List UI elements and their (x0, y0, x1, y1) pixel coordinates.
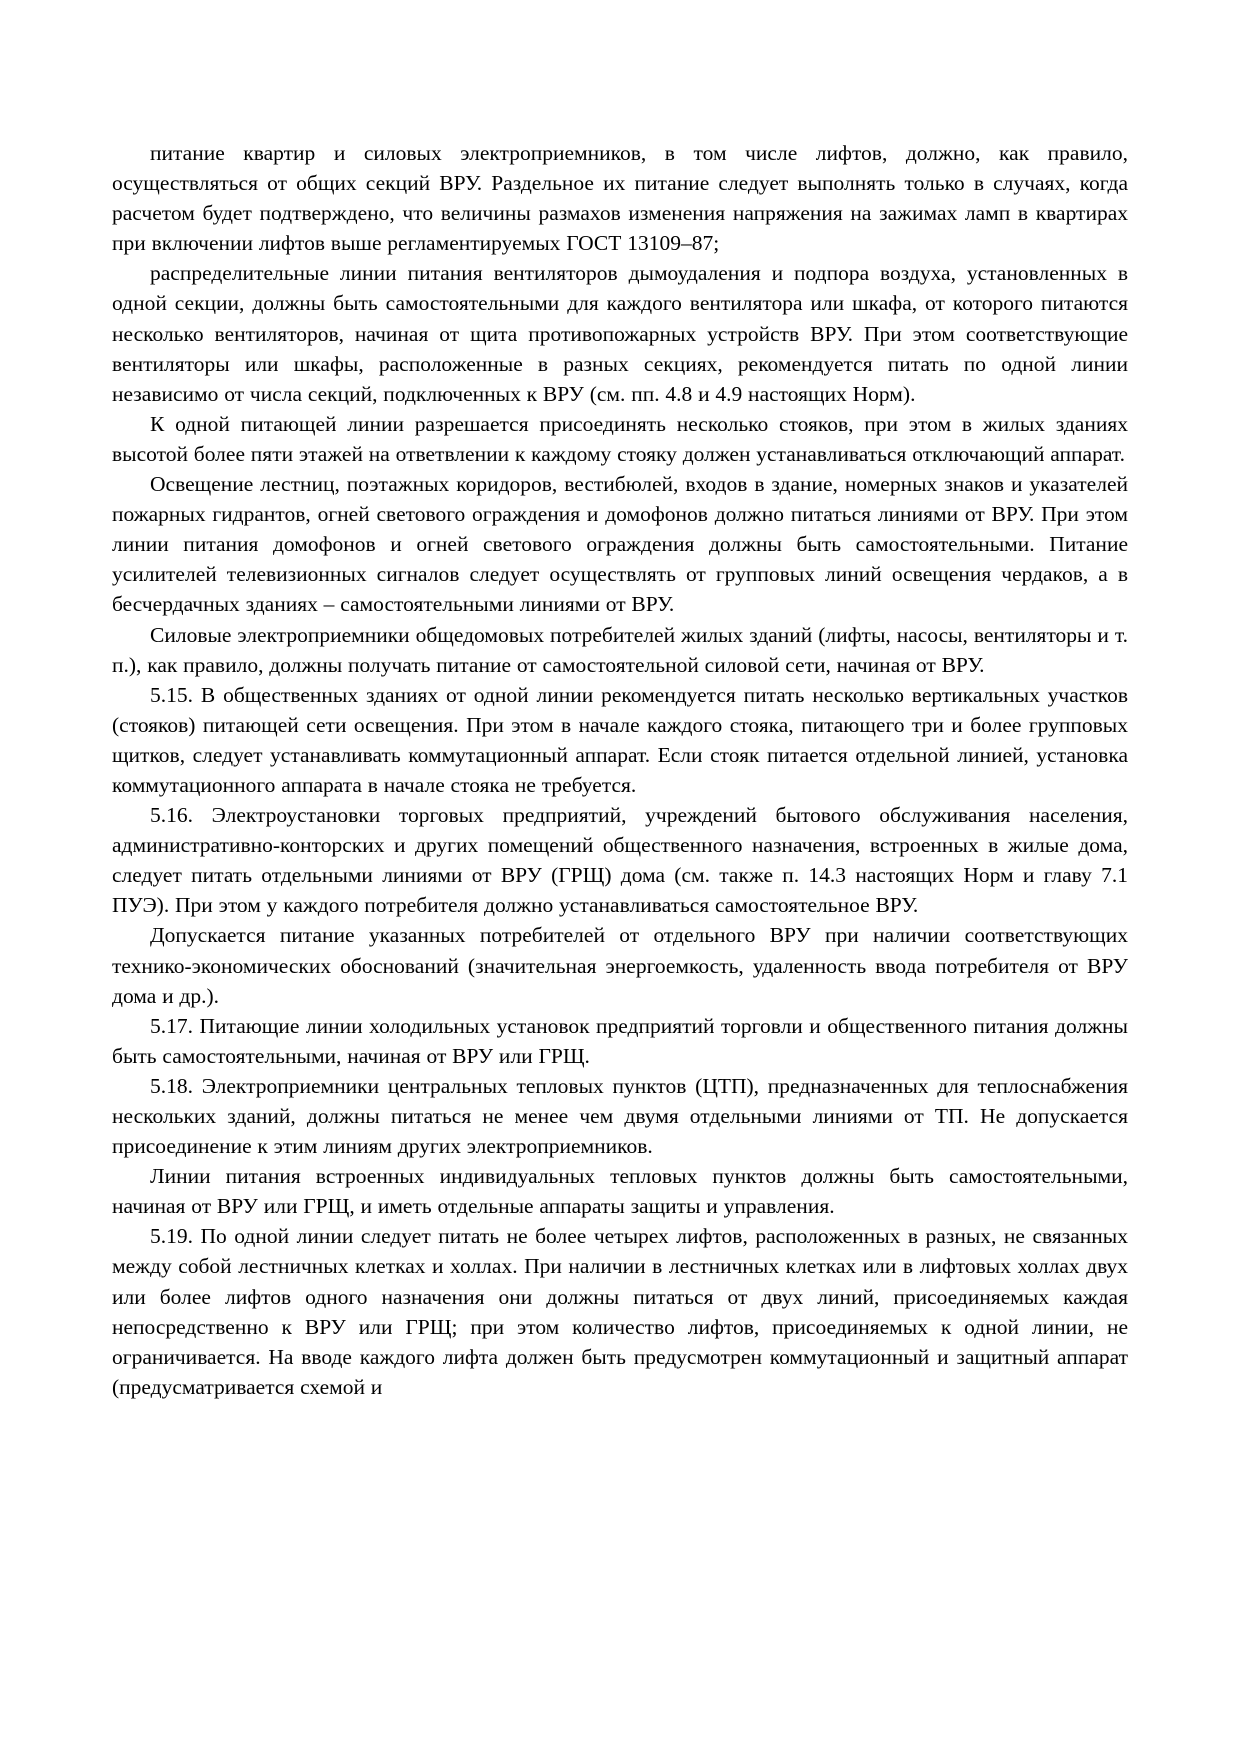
paragraph: Допускается питание указанных потребителей от отдельного ВРУ при наличии соответствующих технико-экономических обоснований (значительная энергоемкость, удаленность ввода потребителя от ВРУ дома и др.). (112, 923, 1128, 1008)
paragraph: 5.19. По одной линии следует питать не более четырех лифтов, расположенных в разных, не связанных между собой лестничных клетках и холлах. При наличии в лестничных клетках или в лифтовых холлах двух или более лифтов одного назначения они должны питаться от двух линий, присоединяемых каждая непосредственно к ВРУ или ГРЩ; при этом количество лифтов, присоединяемых к одной линии, не ограничивается. На вводе каждого лифта должен быть предусмотрен коммутационный и защитный аппарат (предусматривается схемой и (112, 1224, 1128, 1399)
paragraph: Силовые электроприемники общедомовых потребителей жилых зданий (лифты, насосы, вентиляторы и т. п.), как правило, должны получать питание от самостоятельной силовой сети, начиная от ВРУ. (112, 622, 1128, 677)
paragraph: распределительные линии питания вентиляторов дымоудаления и подпора воздуха, установленных в одной секции, должны быть самостоятельными для каждого вентилятора или шкафа, от которого питаются несколько вентиляторов, начиная от щита противопожарных устройств ВРУ. При этом соответствующие вентиляторы или шкафы, расположенные в разных секциях, рекомендуется питать по одной линии независимо от числа секций, подключенных к ВРУ (см. пп. 4.8 и 4.9 настоящих Норм). (112, 261, 1128, 406)
paragraph: 5.18. Электроприемники центральных тепловых пунктов (ЦТП), предназначенных для теплоснабжения нескольких зданий, должны питаться не менее чем двумя отдельными линиями от ТП. Не допускается присоединение к этим линиям других электроприемников. (112, 1073, 1128, 1159)
paragraph: 5.15. В общественных зданиях от одной линии рекомендуется питать несколько вертикальных участков (стояков) питающей сети освещения. При этом в начале каждого стояка, питающего три и более групповых щитков, следует устанавливать коммутационный аппарат. Если стояк питается отдельной линией, установка коммутационного аппарата в начале стояка не требуется. (112, 682, 1128, 797)
paragraph: 5.16. Электроустановки торговых предприятий, учреждений бытового обслуживания населения, административно-конторских и других помещений общественного назначения, встроенных в жилые дома, следует питать отдельными линиями от ВРУ (ГРЩ) дома (см. также п. 14.3 настоящих Норм и главу 7.1 ПУЭ). При этом у каждого потребителя должно устанавливаться самостоятельное ВРУ. (112, 803, 1128, 918)
paragraph: Освещение лестниц, поэтажных коридоров, вестибюлей, входов в здание, номерных знаков и указателей пожарных гидрантов, огней светового ограждения и домофонов должно питаться линиями от ВРУ. При этом линии питания домофонов и огней светового ограждения должны быть самостоятельными. Питание усилителей телевизионных сигналов следует осуществлять от групповых линий освещения чердаков, а в бесчердачных зданиях – самостоятельными линиями от ВРУ. (112, 472, 1128, 617)
paragraph: Линии питания встроенных индивидуальных тепловых пунктов должны быть самостоятельными, начиная от ВРУ или ГРЩ, и иметь отдельные аппараты защиты и управления. (112, 1164, 1128, 1219)
paragraph: К одной питающей линии разрешается присоединять несколько стояков, при этом в жилых зданиях высотой более пяти этажей на ответвлении к каждому стояку должен устанавливаться отключающий аппарат. (112, 411, 1128, 466)
paragraph: питание квартир и силовых электроприемников, в том числе лифтов, должно, как правило, осуществляться от общих секций ВРУ. Раздельное их питание следует выполнять только в случаях, когда расчетом будет подтверждено, что величины размахов изменения напряжения на зажимах ламп в квартирах при включении лифтов выше регламентируемых ГОСТ 13109–87; (112, 141, 1128, 256)
document-text-body (112, 138, 1128, 1402)
paragraph: 5.17. Питающие линии холодильных установок предприятий торговли и общественного питания должны быть самостоятельными, начиная от ВРУ или ГРЩ. (112, 1013, 1128, 1068)
